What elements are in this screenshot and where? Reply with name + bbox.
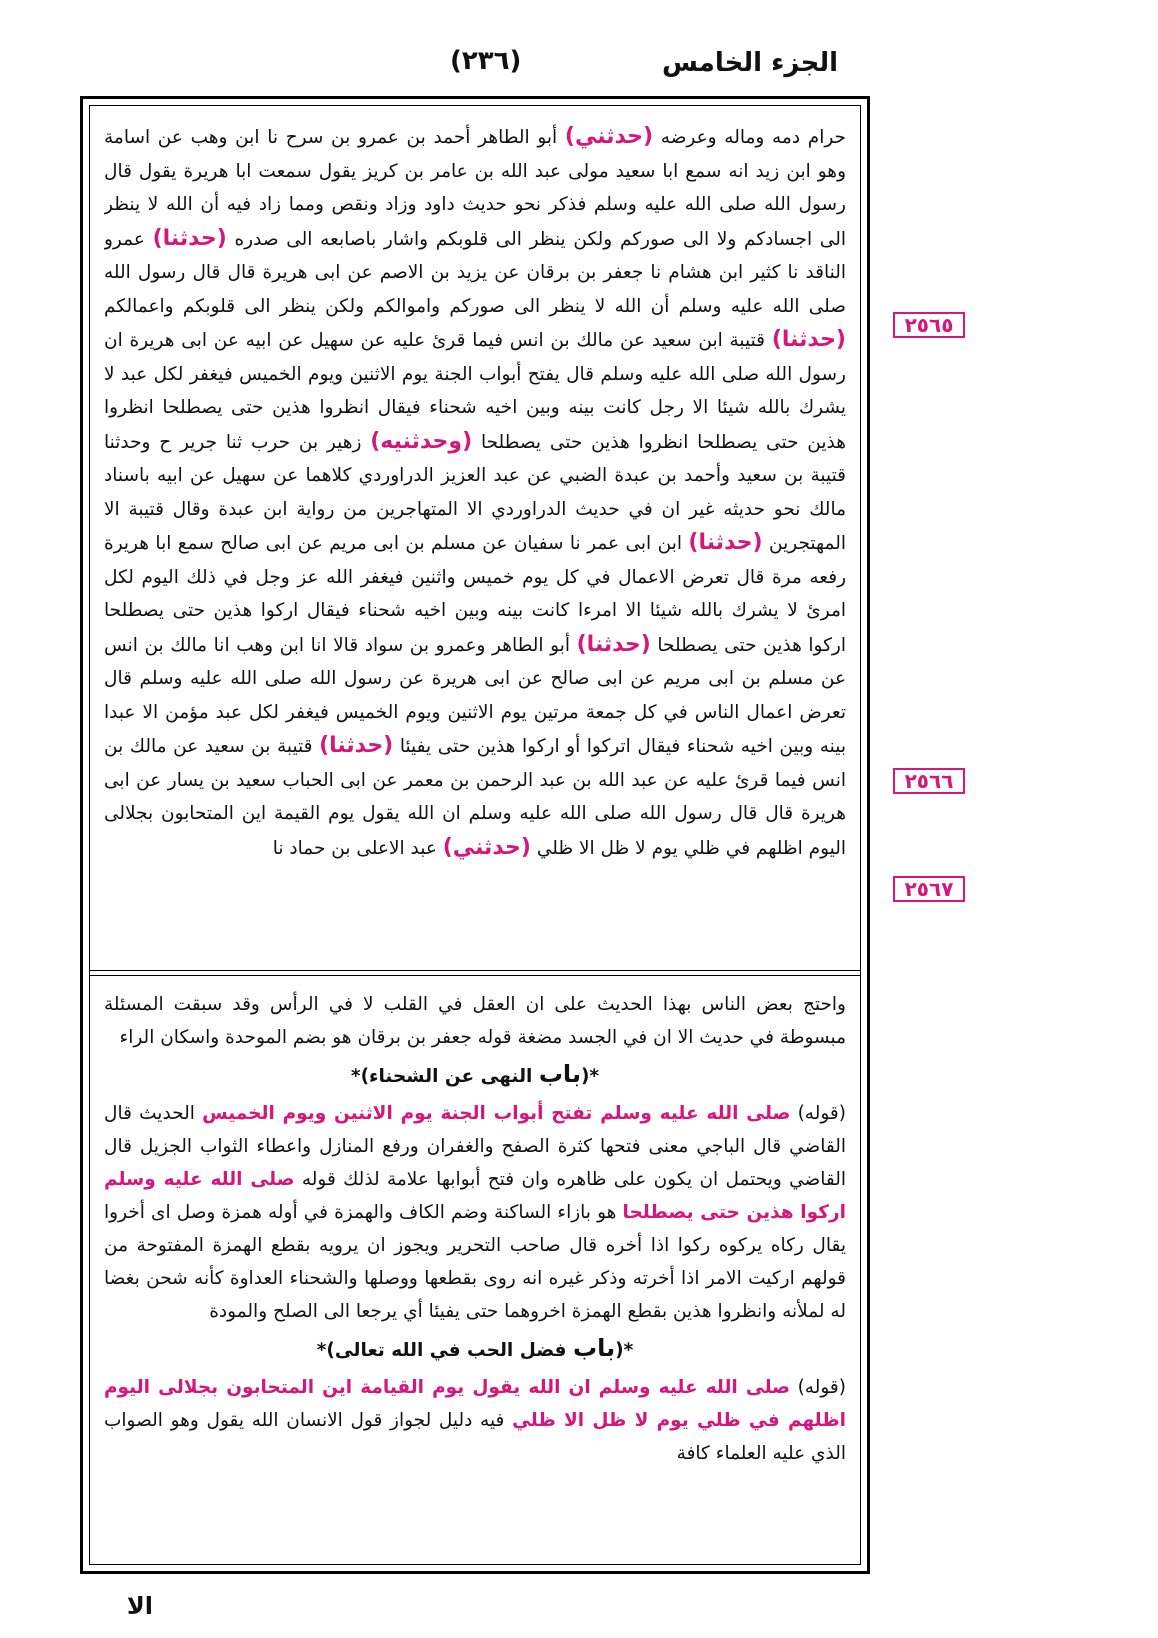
text-segment: حرام دمه وماله وعرضه — [660, 127, 846, 148]
chapter-title: النهى عن الشحناء)* — [350, 1066, 533, 1087]
isnad-keyword: (حدثنا) — [576, 631, 651, 657]
isnad-keyword: (حدثني) — [442, 834, 531, 860]
commentary-paragraph — [104, 1097, 846, 1328]
chapter-open: *( — [615, 1340, 634, 1361]
commentary-intro: واحتج بعض الناس بهذا الحديث على ان العقل في القلب لا في الرأس وقد سبقت المسئلة مبسوطة في حديث الا ان في الجسد مضغة قوله جعفر بن برقان هو بضم الموحدة واسكان الراء — [104, 994, 846, 1048]
text-segment: قتيبة بن سعيد عن مالك بن انس فيما قرئ عليه عن عبد الله بن عبد الرحمن بن معمر عن ابى الحباب سعيد بن يسار عن ابى هريرة قال قال رسول الله صلى الله عليه وسلم ان الله يقول يوم القيمة اين المتحابون بجلالى اليوم اظلهم في ظلي يوم لا ظل الا ظلي — [104, 736, 846, 859]
commentary-paragraph — [104, 1371, 846, 1470]
chapter-word: باب — [573, 1334, 616, 1362]
chapter-title: فضل الحب في الله تعالى)* — [316, 1340, 567, 1361]
isnad-keyword: (وحدثنيه) — [370, 428, 473, 454]
commentary-segment: هو بازاء الساكنة وضم الكاف والهمزة في أوله همزة وصل اى أخروا يقال ركاه يركوه ركوا اذا أخره قال صاحب التحرير ويجوز ان يرويه بقطع الهمزة المفتوحة من قولهم اركيت الامر اذا أخرته وذكر غيره انه روى بقطعها ووصلها والشحناء العداوة كأنه شحن بغضا له لملأنه وانظروا هذين بقطع الهمزة اخروهما حتى يفيئا أي يرجعا الى الصلح والمودة — [104, 1202, 846, 1322]
text-segment: زهير بن حرب ثنا جرير ح وحدثنا قتيبة بن سعيد وأحمد بن عبدة الضبي عن عبد العزيز الدراوردي كلاهما عن سهيل عن ابيه باسناد مالك نحو حديثه غير ان في حديث الدراوردي الا المتهاجرين من رواية ابن عبدة وقال قتيبة الا المهتجرين — [104, 431, 846, 554]
frame-inner-border — [89, 105, 861, 1565]
text-segment: أبو الطاهر أحمد بن عمرو بن سرح نا ابن وهب عن اسامة وهو ابن زيد انه سمع ابا سعيد مولى عبد الله بن عامر بن كريز يقول سمعت ابا هريرة يقول قال رسول الله صلى الله عليه وسلم فذكر نحو حديث داود وزاد ونقص ومما زاد فيه أن الله لا ينظر الى اجسادكم ولا الى صوركم ولكن ينظر الى قلوبكم واشار باصابعه الى صدره — [104, 127, 846, 250]
isnad-keyword: (حدثنا) — [152, 225, 227, 251]
quoted-matn: صلى الله عليه وسلم تفتح أبواب الجنة يوم الاثنين ويوم الخميس — [202, 1103, 791, 1124]
chapter-open: *( — [580, 1066, 600, 1087]
commentary-segment: فيه دليل لجواز قول الانسان الله يقول وهو الصواب الذي عليه العلماء كافة — [104, 1410, 846, 1464]
commentary-text — [104, 988, 846, 1558]
isnad-keyword: (حدثني) — [564, 124, 654, 149]
chapter-word: باب — [538, 1060, 581, 1088]
commentary-segment: الحديث قال القاضي قال الباجي معنى فتحها كثرة الصفح والغفران ورفع المنازل واعطاء الثواب الجزيل قال القاضي ويحتمل ان يكون على ظاهره وان فتح أبوابها علامة لذلك قوله — [104, 1103, 846, 1190]
text-segment: عبد الاعلى بن حماد نا — [272, 837, 437, 859]
quoted-matn: صلى الله عليه وسلم اركوا هذين حتى يصطلحا — [104, 1169, 846, 1223]
qawluhu-label: (قوله) — [797, 1377, 846, 1398]
part-title: الجزء الخامس — [662, 48, 838, 78]
section-divider — [90, 970, 860, 976]
chapter-heading — [104, 1058, 846, 1093]
text-segment: عمرو الناقد نا كثير ابن هشام نا جعفر بن برقان عن يزيد بن الاصم عن ابى هريرة قال قال رسول الله صلى الله عليه وسلم أن الله لا ينظر الى صوركم واموالكم ولكن ينظر الى قلوبكم واعمالكم — [104, 228, 846, 317]
text-segment: أبو الطاهر وعمرو بن سواد قالا انا ابن وهب انا مالك بن انس عن مسلم بن ابى مريم عن ابى صالح عن ابى هريرة عن رسول الله صلى الله عليه وسلم قال تعرض اعمال الناس في كل جمعة مرتين يوم الاثنين ويوم الخميس فيغفر لكل عبد مؤمن الا عبدا بينه وبين اخيه شحناء فيقال اتركوا أو اركوا هذين حتى يفيئا — [104, 634, 846, 757]
hadith-number-box: ٢٥٦٧ — [893, 876, 965, 902]
page-number: (٢٣٦) — [450, 46, 522, 76]
isnad-keyword: (حدثنا) — [319, 733, 394, 758]
catchword: الا — [126, 1592, 153, 1620]
isnad-keyword: (حدثنا) — [771, 327, 846, 352]
qawluhu-label: (قوله) — [797, 1103, 846, 1124]
hadith-text — [104, 120, 846, 960]
text-segment: ابن ابى عمر نا سفيان عن مسلم بن ابى مريم عن ابى صالح سمع ابا هريرة رفعه مرة قال تعرض الاعمال في كل يوم خميس واثنين فيغفر الله عز وجل في ذلك اليوم لكل امرئ لا يشرك بالله شيئا الا امرءا كانت بينه وبين اخيه شحناء فيقال اركوا هذين حتى يصطلحا اركوا هذين حتى يصطلحا — [104, 533, 846, 656]
text-frame — [80, 96, 870, 1574]
text-segment: قتيبة ابن سعيد عن مالك بن انس فيما قرئ عليه عن سهيل عن ابيه عن ابى هريرة ان رسول الله صلى الله عليه وسلم قال يفتح أبواب الجنة يوم الاثنين ويوم الخميس فيغفر لكل عبد لا يشرك بالله شيئا الا رجل كانت بينه وبين اخيه شحناء فيقال انظروا هذين حتى يصطلحا انظروا هذين حتى يصطلحا انظروا هذين حتى يصطلحا — [104, 330, 846, 453]
quoted-matn: صلى الله عليه وسلم ان الله يقول يوم القيامة اين المتحابون بجلالى اليوم اظلهم في ظلي يوم لا ظل الا ظلي — [104, 1377, 846, 1431]
hadith-number-box: ٢٥٦٦ — [893, 768, 965, 794]
hadith-number-box: ٢٥٦٥ — [893, 312, 965, 338]
chapter-heading — [104, 1332, 846, 1367]
isnad-keyword: (حدثنا) — [688, 530, 763, 555]
